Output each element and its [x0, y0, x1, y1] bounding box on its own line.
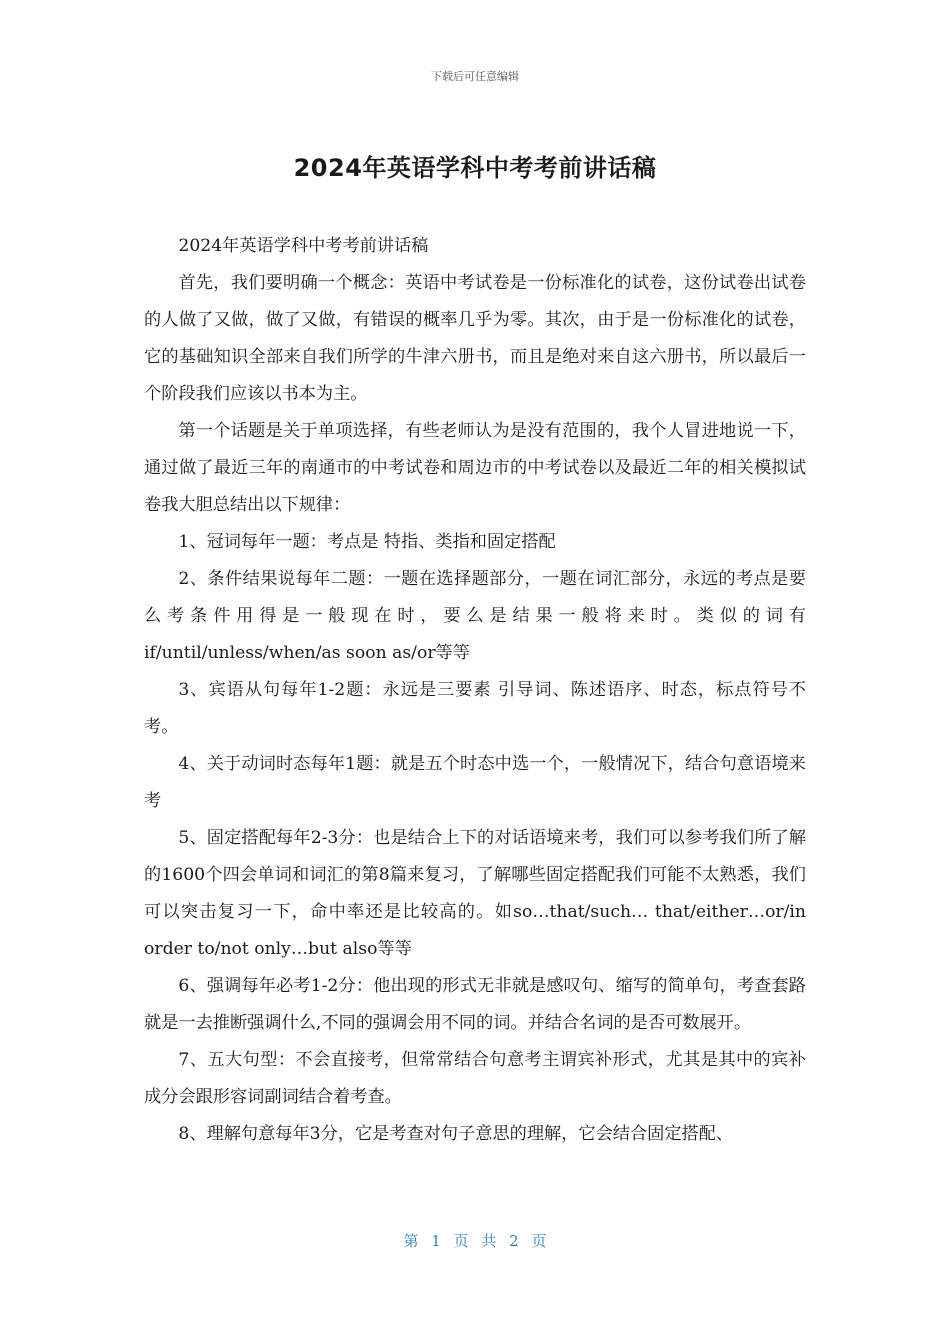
paragraph: 8、理解句意每年3分，它是考查对句子意思的理解，它会结合固定搭配、: [178, 1124, 734, 1144]
paragraph: 4、关于动词时态每年1题：就是五个时态中选一个，一般情况下，结合句意语境来考: [144, 754, 806, 811]
page-header-note: 下载后可任意编辑: [431, 70, 519, 83]
paragraph: 2、条件结果说每年二题：一题在选择题部分，一题在词汇部分，永远的考点是要么考条件用得是一般现在时，要么是结果一般将来时。类似的词有if/until/unless/when/as soon as/or等等: [144, 569, 806, 663]
paragraph: 2024年英语学科中考考前讲话稿: [178, 236, 429, 256]
paragraph: 6、强调每年必考1-2分：他出现的形式无非就是感叹句、缩写的简单句，考查套路就是一去推断强调什么,不同的强调会用不同的词。并结合名词的是否可数展开。: [144, 976, 806, 1033]
paragraph: 7、五大句型：不会直接考，但常常结合句意考主谓宾补形式，尤其是其中的宾补成分会跟形容词副词结合着考查。: [144, 1050, 806, 1107]
paragraph: 5、固定搭配每年2-3分：也是结合上下的对话语境来考，我们可以参考我们所了解的1600个四会单词和词汇的第8篇来复习，了解哪些固定搭配我们可能不太熟悉，我们可以突击复习一下，命中率还是比较高的。如so…that/such… that/either…or/in order to/not only…but also等等: [144, 828, 806, 959]
paragraph: 1、冠词每年一题：考点是 特指、类指和固定搭配: [178, 532, 556, 552]
document-title: 2024年英语学科中考考前讲话稿: [293, 154, 657, 182]
paragraph: 第一个话题是关于单项选择，有些老师认为是没有范围的，我个人冒进地说一下，通过做了最近三年的南通市的中考试卷和周边市的中考试卷以及最近二年的相关模拟试卷我大胆总结出以下规律：: [144, 421, 806, 515]
document-body: [144, 228, 806, 1153]
paragraph: 3、宾语从句每年1-2题：永远是三要素 引导词、陈述语序、时态，标点符号不考。: [144, 680, 806, 737]
paragraph: 首先，我们要明确一个概念：英语中考试卷是一份标准化的试卷，这份试卷出试卷的人做了又做，做了又做，有错误的概率几乎为零。其次，由于是一份标准化的试卷，它的基础知识全部来自我们所学的牛津六册书，而且是绝对来自这六册书，所以最后一个阶段我们应该以书本为主。: [144, 273, 806, 404]
page-number-footer: 第 1 页 共 2 页: [403, 1232, 547, 1250]
